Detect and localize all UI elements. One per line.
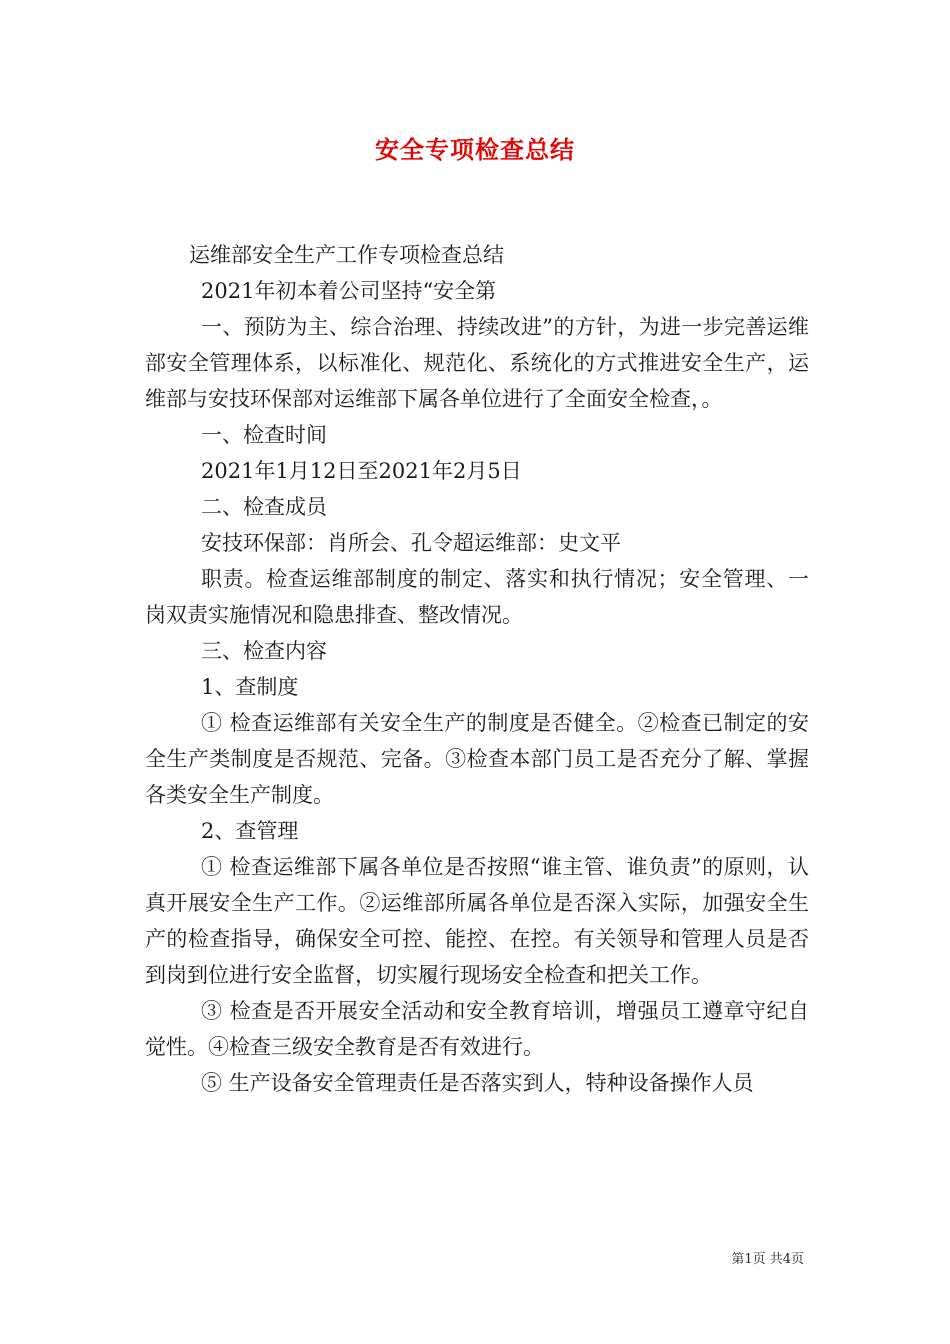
paragraph: ① 检查运维部下属各单位是否按照“谁主管、谁负责”的原则，认真开展安全生产工作。②运维部所属各单位是否深入实际，加强安全生产的检查指导，确保安全可控、能控、在控。有关领导和管理人员是否到岗到位进行安全监督，切实履行现场安全检查和把关工作。 (145, 855, 809, 987)
paragraph: 安技环保部：肖所会、孔令超运维部：史文平 (201, 531, 621, 555)
section-heading: 一、检查时间 (201, 423, 327, 447)
paragraph: 2021年1月12日至2021年2月5日 (201, 459, 522, 483)
paragraph: 2021年初本着公司坚持“安全第 (201, 279, 497, 303)
document-body (145, 237, 809, 1101)
paragraph: ⑤ 生产设备安全管理责任是否落实到人，特种设备操作人员 (201, 1071, 754, 1095)
page-number: 第1页 共4页 (731, 1252, 804, 1267)
section-heading: 二、检查成员 (201, 495, 327, 519)
subsection-heading: 1、查制度 (201, 675, 299, 699)
paragraph: 一、预防为主、综合治理、持续改进”的方针，为进一步完善运维部安全管理体系，以标准化、规范化、系统化的方式推进安全生产，运维部与安技环保部对运维部下属各单位进行了全面安全检查，。 (145, 315, 809, 411)
paragraph: ③ 检查是否开展安全活动和安全教育培训，增强员工遵章守纪自觉性。④检查三级安全教育是否有效进行。 (145, 999, 809, 1059)
paragraph: 职责。检查运维部制度的制定、落实和执行情况；安全管理、一岗双责实施情况和隐患排查、整改情况。 (145, 567, 809, 627)
document-title: 安全专项检查总结 (375, 136, 575, 164)
section-heading: 三、检查内容 (201, 639, 327, 663)
paragraph: ① 检查运维部有关安全生产的制度是否健全。②检查已制定的安全生产类制度是否规范、完备。③检查本部门员工是否充分了解、掌握各类安全生产制度。 (145, 711, 809, 807)
paragraph-subtitle: 运维部安全生产工作专项检查总结 (189, 243, 504, 267)
subsection-heading: 2、查管理 (201, 819, 299, 843)
